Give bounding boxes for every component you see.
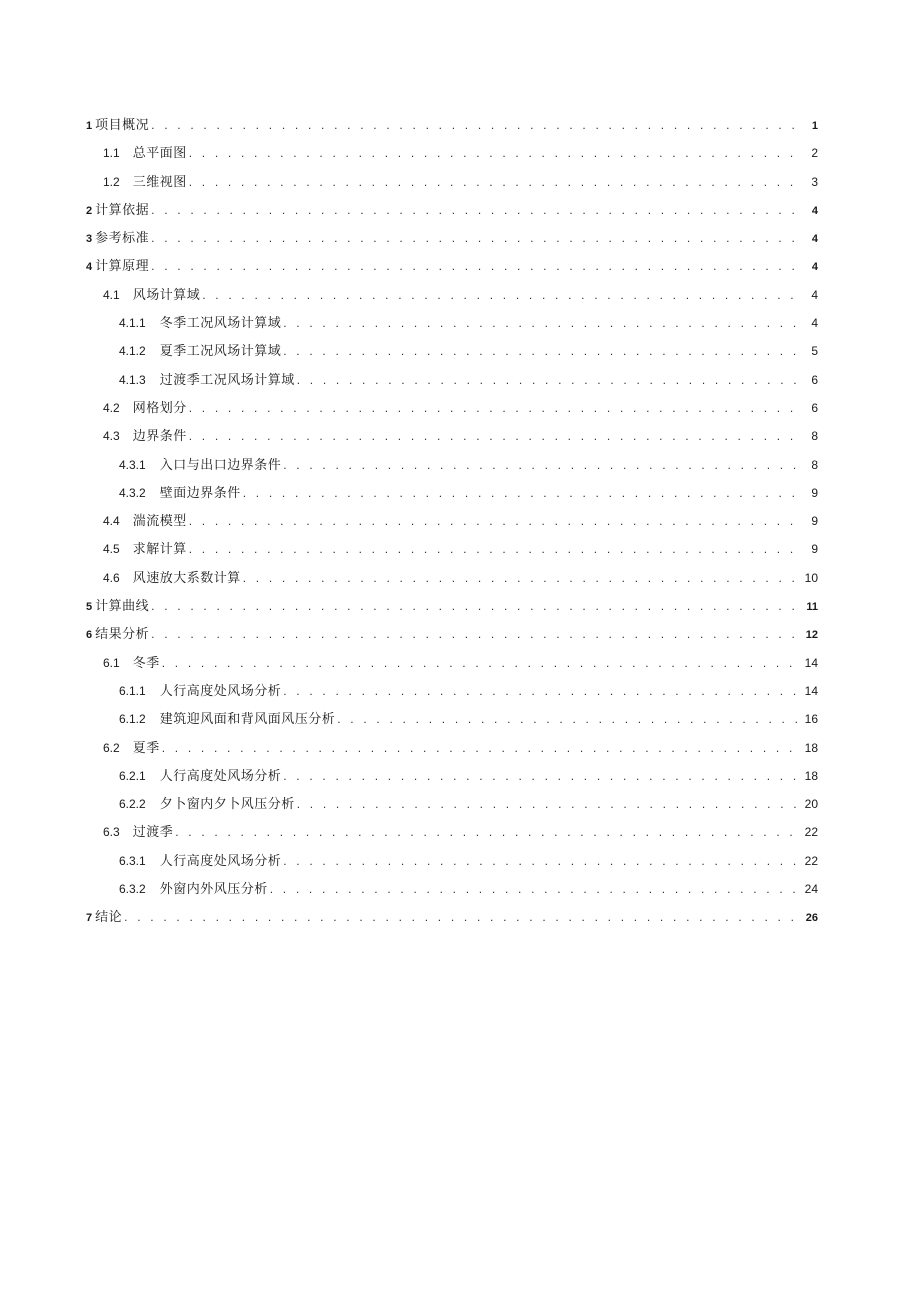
toc-entry-title: 入口与出口边界条件 xyxy=(159,457,282,473)
toc-entry-number: 1 xyxy=(86,120,93,132)
toc-entry-page: 22 xyxy=(804,853,818,868)
toc-entry-title: 过渡季工况风场计算域 xyxy=(159,372,295,388)
toc-entry-number: 5 xyxy=(86,601,93,614)
toc-entry-page: 22 xyxy=(804,825,818,840)
toc-entry-number: 6.3.2 xyxy=(119,882,146,897)
toc-entry-page: 9 xyxy=(811,542,818,557)
toc-entry[interactable] xyxy=(86,394,818,422)
toc-entry-title: 网格划分 xyxy=(132,400,187,416)
toc-entry-page: 20 xyxy=(804,797,818,812)
toc-entry[interactable] xyxy=(86,451,818,479)
toc-entry-title: 夏季 xyxy=(132,740,160,756)
toc-dot-leader xyxy=(283,309,802,337)
toc-dot-leader xyxy=(189,535,802,563)
toc-entry-number: 6.2.1 xyxy=(119,768,146,783)
toc-entry-page: 3 xyxy=(811,174,818,189)
toc-entry-number: 4.3.2 xyxy=(119,485,146,500)
toc-entry-number: 4.1 xyxy=(103,287,120,302)
toc-entry[interactable] xyxy=(86,620,818,648)
toc-entry[interactable] xyxy=(86,168,818,196)
toc-entry-page: 8 xyxy=(811,429,818,444)
toc-dot-leader xyxy=(151,592,802,620)
toc-entry-page: 9 xyxy=(811,485,818,500)
toc-entry-number: 4.4 xyxy=(103,514,120,529)
toc-entry-number: 6 xyxy=(86,629,93,642)
toc-entry[interactable] xyxy=(86,734,818,762)
toc-entry-page: 11 xyxy=(806,601,818,614)
toc-entry-title: 壁面边界条件 xyxy=(159,485,241,501)
toc-dot-leader xyxy=(297,366,802,394)
toc-entry-number: 7 xyxy=(86,912,93,925)
toc-entry-title: 湍流模型 xyxy=(132,514,187,530)
toc-entry-page: 18 xyxy=(804,768,818,783)
toc-entry-title: 边界条件 xyxy=(132,429,187,445)
toc-dot-leader xyxy=(337,705,802,733)
toc-entry-number: 6.3 xyxy=(103,825,120,840)
toc-dot-leader xyxy=(243,479,802,507)
toc-entry-page: 12 xyxy=(805,629,818,642)
toc-entry[interactable] xyxy=(86,252,818,280)
toc-entry[interactable] xyxy=(86,903,818,931)
toc-entry-page: 8 xyxy=(811,457,818,472)
toc-entry[interactable] xyxy=(86,875,818,903)
toc-dot-leader xyxy=(189,507,802,535)
toc-entry[interactable] xyxy=(86,592,818,620)
toc-entry-number: 1.1 xyxy=(103,146,120,161)
toc-dot-leader xyxy=(283,762,802,790)
toc-entry-page: 6 xyxy=(811,372,818,387)
table-of-contents xyxy=(86,111,818,932)
toc-dot-leader xyxy=(189,422,802,450)
toc-entry-page: 4 xyxy=(811,287,818,302)
toc-entry[interactable] xyxy=(86,337,818,365)
toc-entry-title: 计算依据 xyxy=(95,202,150,218)
toc-entry-number: 4 xyxy=(86,261,93,274)
toc-entry-title: 参考标准 xyxy=(95,231,150,247)
toc-entry-title: 冬季工况风场计算域 xyxy=(159,316,282,332)
toc-entry-page: 5 xyxy=(811,344,818,359)
toc-dot-leader xyxy=(270,875,802,903)
toc-dot-leader xyxy=(151,252,802,280)
toc-entry[interactable] xyxy=(86,196,818,224)
toc-entry-title: 项目概况 xyxy=(95,118,150,133)
toc-entry-title: 过渡季 xyxy=(132,825,174,841)
toc-dot-leader xyxy=(283,847,802,875)
toc-entry[interactable] xyxy=(86,139,818,167)
toc-entry-number: 6.1.2 xyxy=(119,712,146,727)
toc-dot-leader xyxy=(283,337,802,365)
toc-dot-leader xyxy=(283,677,802,705)
toc-entry-page: 1 xyxy=(811,120,818,132)
toc-entry-title: 夏季工况风场计算域 xyxy=(159,344,282,360)
toc-dot-leader xyxy=(151,620,802,648)
toc-entry-page: 24 xyxy=(804,882,818,897)
toc-dot-leader xyxy=(175,818,802,846)
toc-entry-number: 6.1.1 xyxy=(119,683,146,698)
toc-entry-number: 4.1.1 xyxy=(119,316,146,331)
toc-entry-page: 9 xyxy=(811,514,818,529)
toc-dot-leader xyxy=(151,196,802,224)
toc-entry-page: 10 xyxy=(804,570,818,585)
toc-entry[interactable] xyxy=(86,507,818,535)
toc-dot-leader xyxy=(202,281,802,309)
toc-dot-leader xyxy=(162,734,802,762)
toc-entry-title: 计算原理 xyxy=(95,259,150,275)
toc-entry-page: 4 xyxy=(811,233,818,246)
toc-entry-title: 风场计算域 xyxy=(132,287,201,303)
toc-entry-number: 6.3.1 xyxy=(119,853,146,868)
toc-entry[interactable] xyxy=(86,762,818,790)
toc-entry[interactable] xyxy=(86,564,818,592)
toc-entry[interactable] xyxy=(86,366,818,394)
toc-entry-title: 结论 xyxy=(95,910,123,926)
toc-entry-page: 18 xyxy=(804,740,818,755)
toc-dot-leader xyxy=(151,224,802,252)
toc-entry[interactable] xyxy=(86,677,818,705)
toc-entry-page: 4 xyxy=(811,316,818,331)
toc-dot-leader xyxy=(243,564,802,592)
toc-entry[interactable] xyxy=(86,479,818,507)
toc-entry-title: 外窗内外风压分析 xyxy=(159,882,268,898)
toc-entry-title: 冬季 xyxy=(132,655,160,671)
toc-entry-number: 4.6 xyxy=(103,570,120,585)
toc-entry-title: 夕卜窗内夕卜风压分析 xyxy=(159,797,295,813)
toc-entry-title: 建筑迎风面和背风面风压分析 xyxy=(159,712,336,728)
toc-dot-leader xyxy=(189,168,802,196)
toc-entry[interactable] xyxy=(86,422,818,450)
toc-entry-title: 人行高度处风场分析 xyxy=(159,853,282,869)
toc-dot-leader xyxy=(297,790,802,818)
toc-dot-leader xyxy=(124,903,802,931)
toc-dot-leader xyxy=(189,139,802,167)
toc-entry[interactable] xyxy=(86,111,818,139)
toc-entry-page: 6 xyxy=(811,400,818,415)
toc-entry-number: 4.1.2 xyxy=(119,344,146,359)
toc-entry-title: 人行高度处风场分析 xyxy=(159,683,282,699)
toc-entry-title: 结果分析 xyxy=(95,627,150,643)
toc-entry-title: 三维视图 xyxy=(132,174,187,190)
toc-entry[interactable] xyxy=(86,224,818,252)
toc-entry[interactable] xyxy=(86,309,818,337)
toc-entry[interactable] xyxy=(86,649,818,677)
toc-entry-title: 人行高度处风场分析 xyxy=(159,768,282,784)
toc-entry-number: 2 xyxy=(86,204,93,217)
toc-entry-page: 2 xyxy=(811,146,818,161)
toc-entry-title: 求解计算 xyxy=(132,542,187,558)
toc-entry[interactable] xyxy=(86,847,818,875)
toc-entry[interactable] xyxy=(86,281,818,309)
toc-entry-number: 6.2.2 xyxy=(119,797,146,812)
toc-dot-leader xyxy=(189,394,802,422)
toc-entry-title: 计算曲线 xyxy=(95,599,150,615)
toc-entry-page: 4 xyxy=(811,261,818,274)
toc-entry-title: 总平面图 xyxy=(132,146,187,162)
toc-entry-number: 4.1.3 xyxy=(119,372,146,387)
toc-entry[interactable] xyxy=(86,535,818,563)
toc-entry-title: 风速放大系数计算 xyxy=(132,570,241,586)
toc-entry-number: 6.1 xyxy=(103,655,120,670)
toc-entry-page: 14 xyxy=(804,655,818,670)
toc-entry-number: 1.2 xyxy=(103,174,120,189)
toc-entry[interactable] xyxy=(86,818,818,846)
toc-entry-number: 4.2 xyxy=(103,400,120,415)
toc-dot-leader xyxy=(151,111,802,139)
toc-entry-page: 26 xyxy=(805,912,818,925)
toc-entry[interactable] xyxy=(86,790,818,818)
toc-entry-number: 4.5 xyxy=(103,542,120,557)
toc-dot-leader xyxy=(162,649,802,677)
toc-entry-number: 4.3 xyxy=(103,429,120,444)
toc-dot-leader xyxy=(283,451,802,479)
toc-entry-number: 4.3.1 xyxy=(119,457,146,472)
toc-entry[interactable] xyxy=(86,705,818,733)
toc-entry-page: 14 xyxy=(804,683,818,698)
toc-entry-page: 16 xyxy=(804,712,818,727)
toc-entry-number: 3 xyxy=(86,233,93,246)
toc-entry-number: 6.2 xyxy=(103,740,120,755)
toc-entry-page: 4 xyxy=(811,204,818,217)
